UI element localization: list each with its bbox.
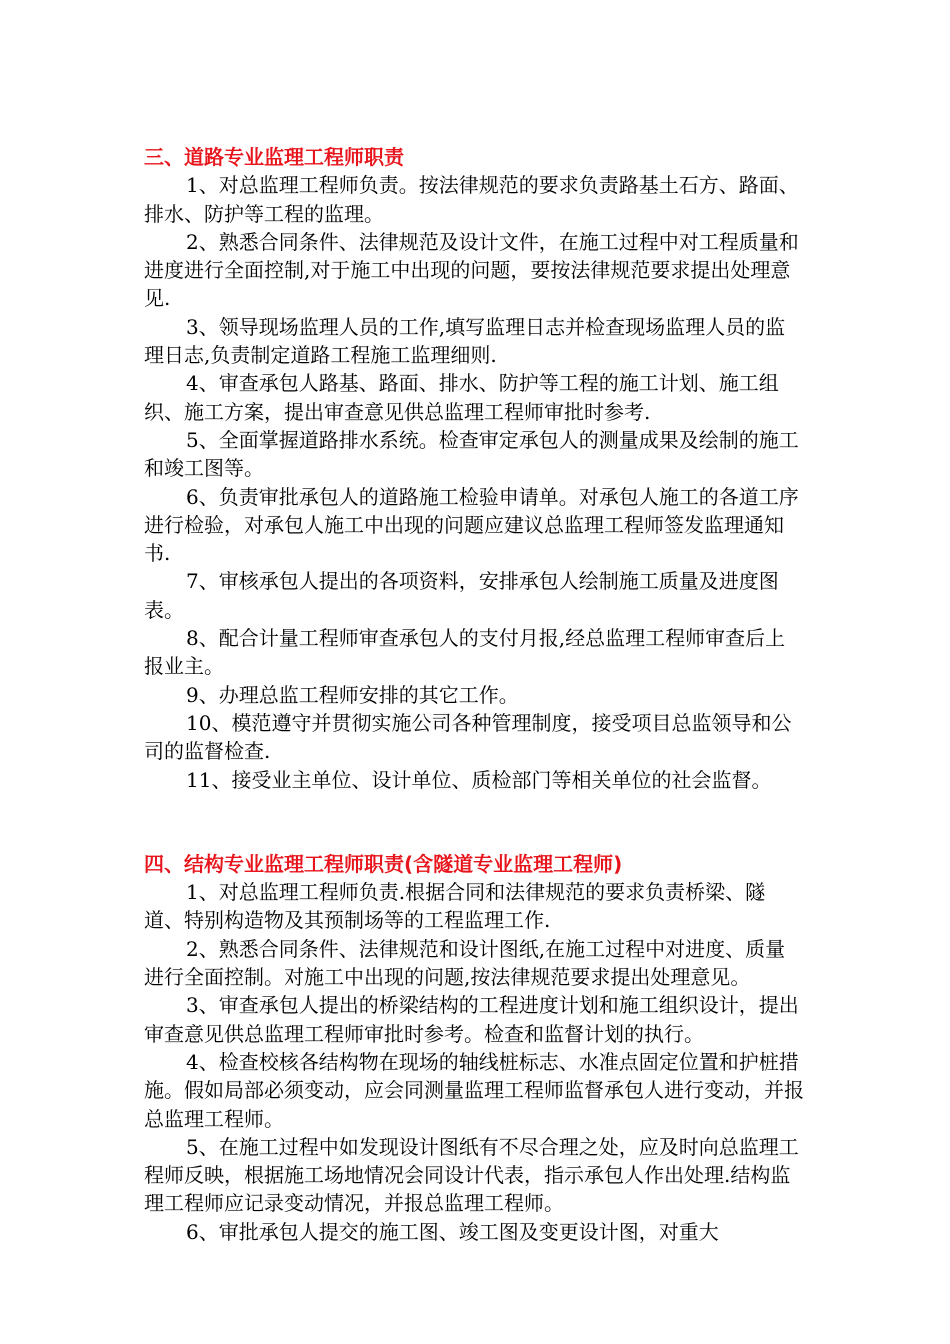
section-3-item-3: 3、领导现场监理人员的工作,填写监理日志并检查现场监理人员的监理日志,负责制定道路工程施工监理细则. [144, 314, 786, 368]
section-4-item-6: 6、审批承包人提交的施工图、竣工图及变更设计图，对重大 [186, 1219, 719, 1244]
section-3-item-7: 7、审核承包人提出的各项资料，安排承包人绘制施工质量及进度图表。 [144, 569, 779, 622]
section-4-title: 四、结构专业监理工程师职责(含隧道专业监理工程师) [144, 851, 623, 876]
section-4-item-3: 3、审查承包人提出的桥梁结构的工程进度计划和施工组织设计，提出审查意见供总监理工程师审批时参考。检查和监督计划的执行。 [144, 993, 799, 1046]
section-3-item-5: 5、全面掌握道路排水系统。检查审定承包人的测量成果及绘制的施工和竣工图等。 [144, 427, 799, 481]
section-3-item-4: 4、审查承包人路基、路面、排水、防护等工程的施工计划、施工组织、施工方案，提出审查意见供总监理工程师审批时参考. [144, 371, 779, 424]
section-4-item-2: 2、熟悉合同条件、法律规范和设计图纸,在施工过程中对进度、质量进行全面控制。对施工中出现的问题,按法律规范要求提出处理意见。 [144, 936, 786, 990]
document-body [144, 143, 804, 1246]
section-4-item-5: 5、在施工过程中如发现设计图纸有不尽合理之处，应及时向总监理工程师反映，根据施工场地情况会同设计代表，指示承包人作出处理.结构监理工程师应记录变动情况，并报总监理工程师。 [144, 1134, 799, 1216]
section-3-item-11: 11、接受业主单位、设计单位、质检部门等相关单位的社会监督。 [186, 767, 772, 792]
section-3-item-2: 2、熟悉合同条件、法律规范及设计文件，在施工过程中对工程质量和进度进行全面控制,对于施工中出现的问题，要按法律规范要求提出处理意见. [144, 229, 799, 311]
section-3-item-9: 9、办理总监工程师安排的其它工作。 [186, 682, 519, 707]
section-3-item-1-continuation: 排水、防护等工程的监理。 [144, 201, 384, 226]
section-3-title: 三、道路专业监理工程师职责 [144, 145, 404, 169]
section-gap [144, 794, 804, 850]
section-3-item-8: 8、配合计量工程师审查承包人的支付月报,经总监理工程师审查后上报业主。 [144, 626, 786, 679]
section-3-item-10: 10、模范遵守并贯彻实施公司各种管理制度，接受项目总监领导和公司的监督检查. [144, 710, 792, 764]
section-4-item-1: 1、对总监理工程师负责.根据合同和法律规范的要求负责桥梁、隧道、特别构造物及其预制场等的工程监理工作. [144, 880, 766, 933]
section-3-item-1: 1、对总监理工程师负责。按法律规范的要求负责路基土石方、路面、 [186, 173, 799, 198]
section-4-item-4: 4、检查校核各结构物在现场的轴线桩标志、水准点固定位置和护桩措施。假如局部必须变动，应会同测量监理工程师监督承包人进行变动，并报总监理工程师。 [144, 1049, 804, 1131]
section-3-item-6: 6、负责审批承包人的道路施工检验申请单。对承包人施工的各道工序进行检验，对承包人施工中出现的问题应建议总监理工程师签发监理通知书. [144, 484, 799, 566]
